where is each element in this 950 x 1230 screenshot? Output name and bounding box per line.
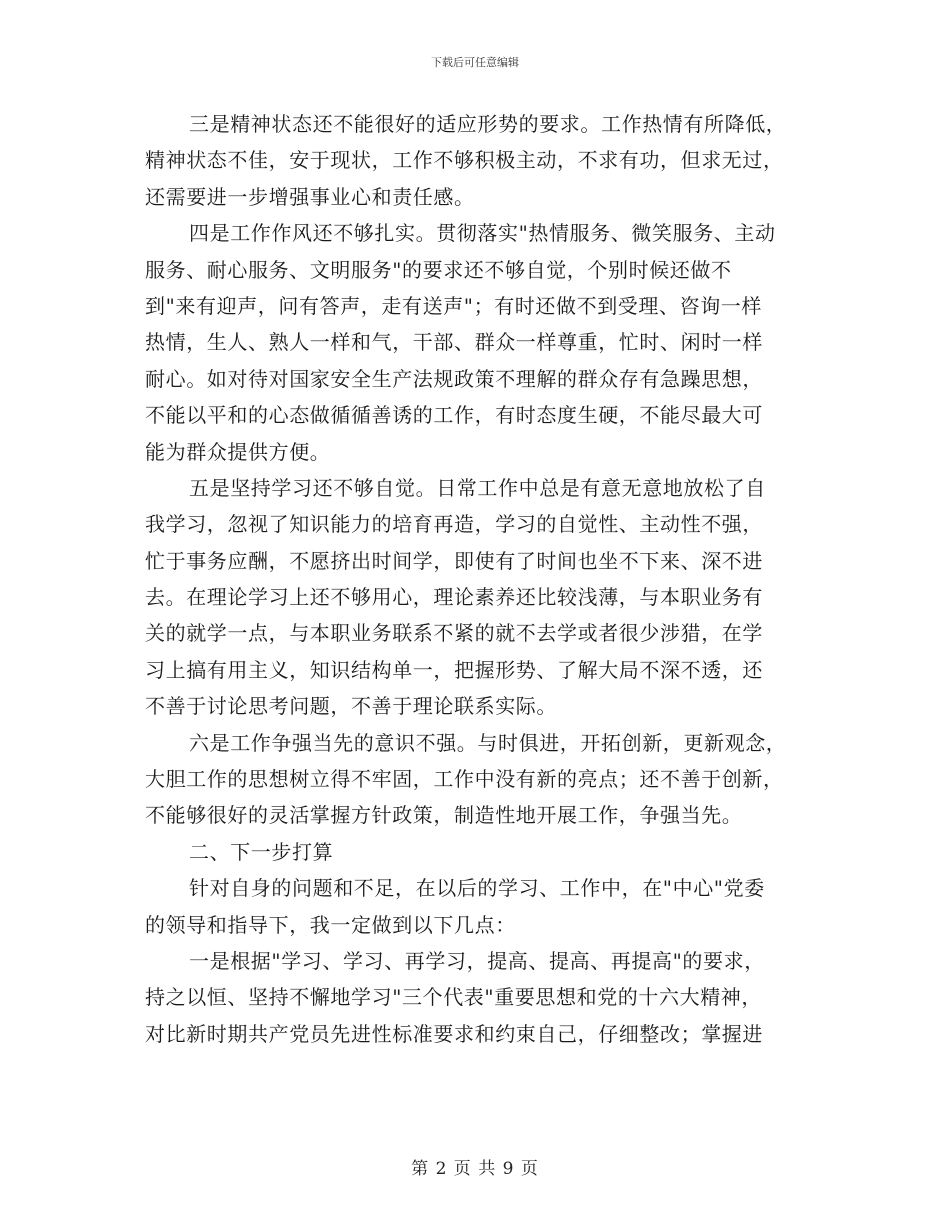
paragraph-line: 五是坚持学习还不够自觉。日常工作中总是有意无意地放松了自	[189, 475, 766, 500]
paragraph-line: 对比新时期共产党员先进性标准要求和约束自己，仔细整改；掌握进	[145, 1021, 763, 1046]
paragraph-line: 六是工作争强当先的意识不强。与时俱进，开拓创新，更新观念，	[189, 730, 787, 755]
section-heading: 二、下一步打算	[189, 839, 334, 864]
paragraph-line: 耐心。如对待对国家安全生产法规政策不理解的群众存有急躁思想，	[145, 366, 763, 391]
paragraph-line: 习上搞有用主义，知识结构单一，把握形势、了解大局不深不透，还	[145, 657, 763, 682]
paragraph-line: 四是工作作风还不够扎实。贯彻落实"热情服务、微笑服务、主动	[189, 221, 776, 246]
paragraph-line: 精神状态不佳，安于现状，工作不够积极主动，不求有功，但求无过，	[145, 148, 784, 173]
paragraph-line: 不能以平和的心态做循循善诱的工作，有时态度生硬，不能尽最大可	[145, 403, 763, 428]
paragraph-line: 忙于事务应酬，不愿挤出时间学，即使有了时间也坐不下来、深不进	[145, 548, 763, 573]
paragraph-line: 不善于讨论思考问题，不善于理论联系实际。	[145, 694, 557, 719]
page-header: 下载后可任意编辑	[431, 56, 519, 69]
paragraph-line: 持之以恒、坚持不懈地学习"三个代表"重要思想和党的十六大精神，	[145, 985, 762, 1010]
paragraph-line: 服务、耐心服务、文明服务"的要求还不够自觉，个别时候还做不	[145, 257, 732, 282]
paragraph-line: 的领导和指导下，我一定做到以下几点：	[145, 912, 516, 937]
paragraph-line: 大胆工作的思想树立得不牢固，工作中没有新的亮点；还不善于创新，	[145, 767, 784, 792]
document-body	[145, 106, 810, 1052]
paragraph-line: 还需要进一步增强事业心和责任感。	[145, 184, 475, 209]
paragraph-line: 一是根据"学习、学习、再学习，提高、提高、再提高"的要求，	[189, 948, 765, 973]
paragraph-line: 针对自身的问题和不足，在以后的学习、工作中，在"中心"党委	[189, 876, 765, 901]
paragraph-line: 能为群众提供方便。	[145, 439, 331, 464]
paragraph-line: 不能够很好的灵活掌握方针政策，制造性地开展工作，争强当先。	[145, 803, 743, 828]
paragraph-line: 关的就学一点，与本职业务联系不紧的就不去学或者很少涉猎，在学	[145, 621, 763, 646]
paragraph-line: 去。在理论学习上还不够用心，理论素养还比较浅薄，与本职业务有	[145, 585, 763, 610]
paragraph-line: 三是精神状态还不能很好的适应形势的要求。工作热情有所降低，	[189, 112, 787, 136]
paragraph-line: 到"来有迎声，问有答声，走有送声"；有时还做不到受理、咨询一样	[145, 293, 762, 318]
page-number: 第 2 页 共 9 页	[411, 1159, 539, 1179]
paragraph-line: 热情，生人、熟人一样和气，干部、群众一样尊重，忙时、闲时一样	[145, 330, 763, 355]
paragraph-line: 我学习，忽视了知识能力的培育再造，学习的自觉性、主动性不强，	[145, 512, 763, 537]
